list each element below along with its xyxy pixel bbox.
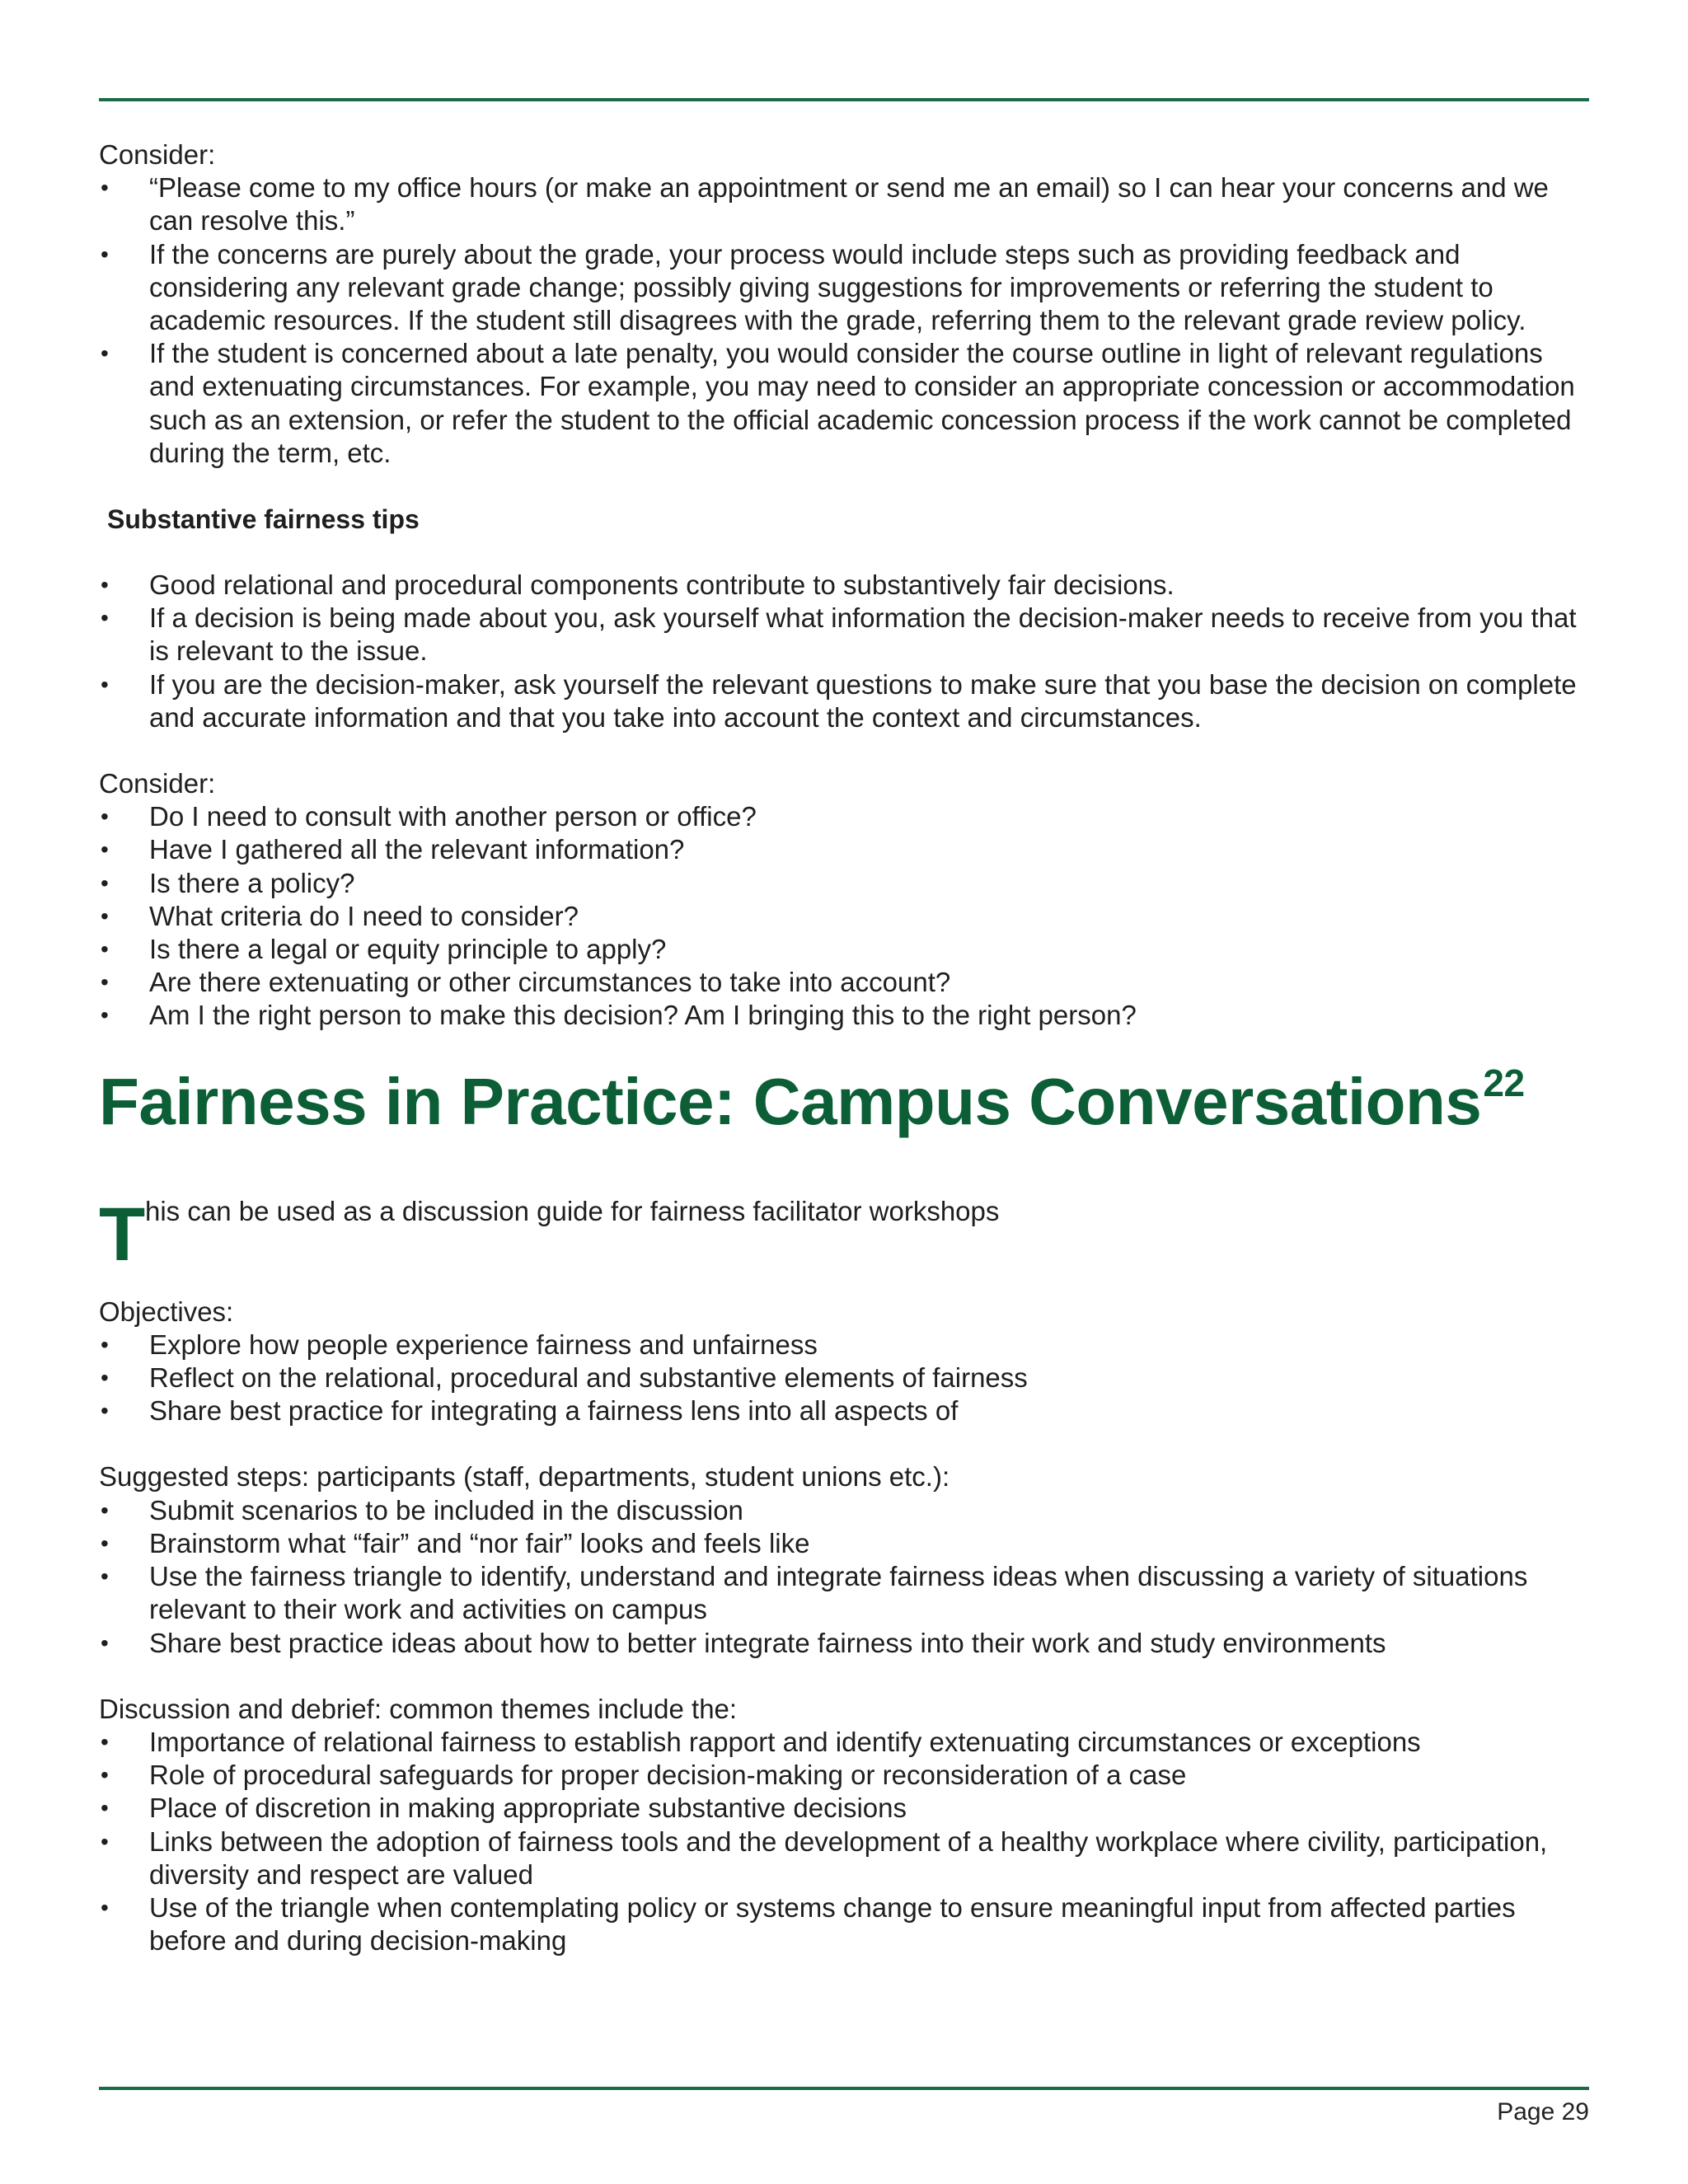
drop-cap: T (99, 1192, 146, 1277)
objectives-section (99, 1296, 1589, 1428)
steps-list (99, 1494, 1589, 1660)
list-item: • If a decision is being made about you, ask yourself what information the decision-maker needs to receive from you that is relevant to the issue. (99, 602, 1589, 668)
intro-text: his can be used as a discussion guide for fairness facilitator workshops (145, 1195, 1000, 1226)
debrief-section (99, 1693, 1589, 1958)
objectives-label: Objectives: (99, 1296, 234, 1327)
tips-section (99, 569, 1589, 734)
debrief-label: Discussion and debrief: common themes include the: (99, 1693, 738, 1724)
list-item: • Links between the adoption of fairness tools and the development of a healthy workplace where civility, participation, diversity and respect are valued (99, 1825, 1589, 1891)
consider-list (99, 171, 1589, 470)
list-item: • “Please come to my office hours (or make an appointment or send me an email) so I can hear your concerns and we can resolve this.” (99, 171, 1589, 237)
list-item: • If the concerns are purely about the grade, your process would include steps such as providing feedback and considering any relevant grade change; possibly giving suggestions for improvements or referring the student to academic resources. If the student still disagrees with the grade, referring them to the relevant grade review policy. (99, 238, 1589, 338)
footer-rule (99, 2087, 1589, 2090)
list-item: • Share best practice ideas about how to better integrate fairness into their work and study environments (99, 1627, 1589, 1660)
page-number: Page 29 (1497, 2098, 1589, 2125)
steps-label: Suggested steps: participants (staff, departments, student unions etc.): (99, 1461, 950, 1493)
list-item: • Use of the triangle when contemplating policy or systems change to ensure meaningful input from affected parties before and during decision-making (99, 1891, 1589, 1957)
list-item: • Do I need to consult with another person or office? (99, 800, 1589, 833)
list-item: • Reflect on the relational, procedural and substantive elements of fairness (99, 1361, 1589, 1394)
list-item: • Submit scenarios to be included in the discussion (99, 1494, 1589, 1527)
list-item: • Use the fairness triangle to identify, understand and integrate fairness ideas when discussing a variety of situations relevant to their work and activities on campus (99, 1560, 1589, 1626)
header-rule (99, 98, 1589, 101)
steps-section (99, 1460, 1589, 1659)
consider-section-1 (99, 138, 1589, 470)
consider-section-2 (99, 767, 1589, 1033)
list-item: • If you are the decision-maker, ask yourself the relevant questions to make sure that you base the decision on complete and accurate information and that you take into account the context and circumstances. (99, 668, 1589, 734)
consider-label: Consider: (99, 139, 216, 170)
list-item: • Is there a policy? (99, 867, 1589, 900)
section-title-text: Fairness in Practice: Campus Conversations (99, 1064, 1482, 1138)
list-item: • Place of discretion in making appropriate substantive decisions (99, 1792, 1589, 1825)
list-item: • If the student is concerned about a late penalty, you would consider the course outline in light of relevant regulations and extenuating circumstances. For example, you may need to consider an appropriate concession or accommodation such as an extension, or refer the student to the official academic concession process if the work cannot be completed during the term, etc. (99, 337, 1589, 470)
list-item: • Is there a legal or equity principle to apply? (99, 933, 1589, 966)
section-title (99, 1062, 1589, 1151)
list-item: • Brainstorm what “fair” and “nor fair” looks and feels like (99, 1527, 1589, 1560)
list-item: • Explore how people experience fairness and unfairness (99, 1329, 1589, 1361)
consider-label: Consider: (99, 768, 216, 799)
objectives-list (99, 1329, 1589, 1428)
footnote-marker: 22 (1483, 1061, 1525, 1104)
list-item: • Have I gathered all the relevant information? (99, 833, 1589, 866)
debrief-list (99, 1726, 1589, 1957)
list-item: • What criteria do I need to consider? (99, 900, 1589, 933)
tips-list (99, 569, 1589, 734)
intro-paragraph (99, 1192, 1589, 1277)
list-item: • Am I the right person to make this decision? Am I bringing this to the right person? (99, 999, 1589, 1032)
list-item: • Good relational and procedural components contribute to substantively fair decisions. (99, 569, 1589, 602)
list-item: • Share best practice for integrating a fairness lens into all aspects of (99, 1394, 1589, 1427)
questions-list (99, 800, 1589, 1032)
list-item: • Importance of relational fairness to establish rapport and identify extenuating circumstances or exceptions (99, 1726, 1589, 1759)
page-content (99, 138, 1589, 1957)
list-item: • Role of procedural safeguards for proper decision-making or reconsideration of a case (99, 1759, 1589, 1792)
tips-heading: Substantive fairness tips (107, 504, 420, 535)
list-item: • Are there extenuating or other circumstances to take into account? (99, 966, 1589, 999)
